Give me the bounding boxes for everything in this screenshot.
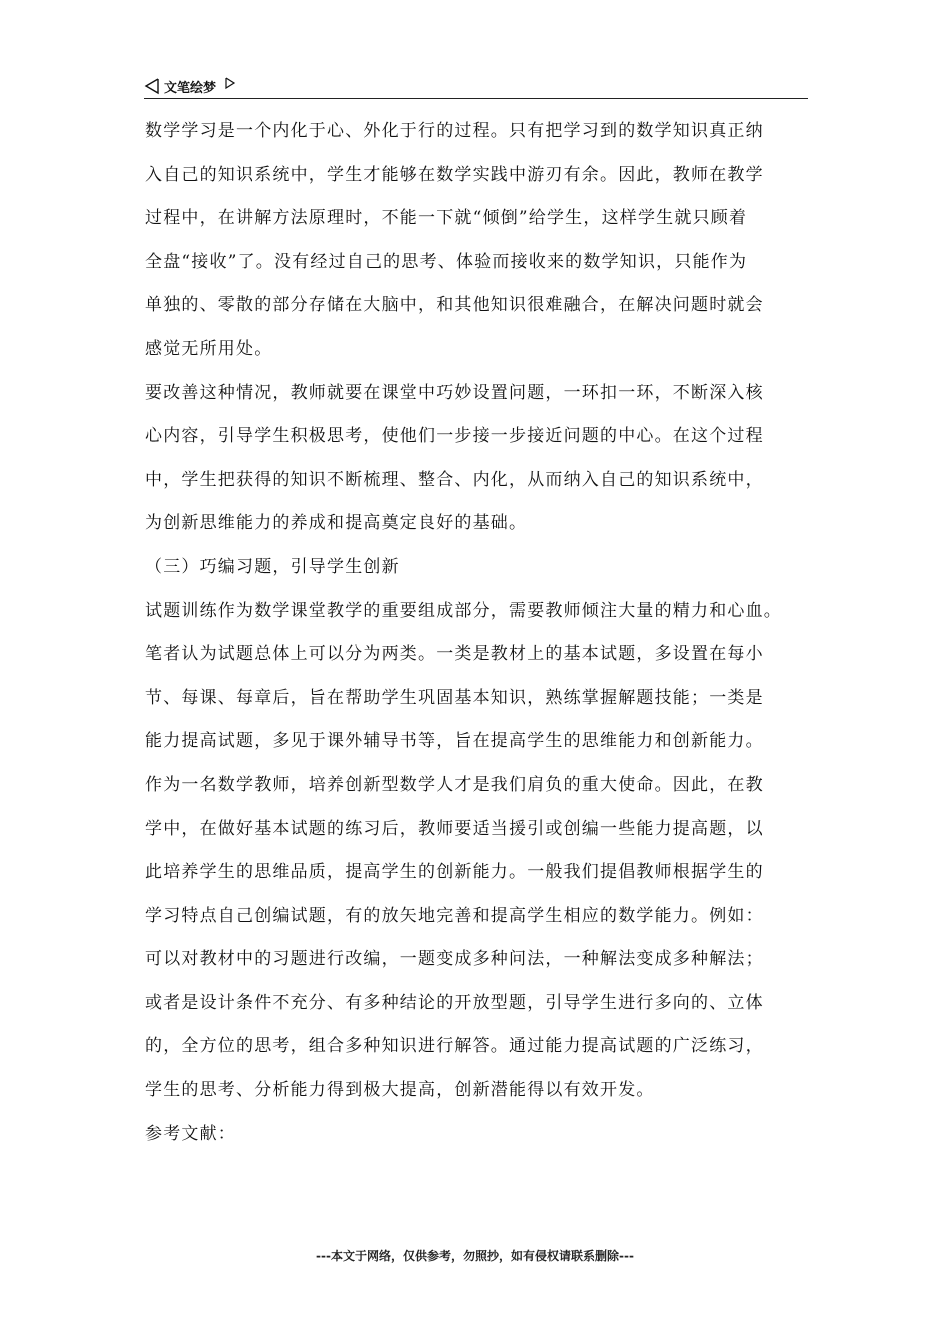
text-line: 可以对教材中的习题进行改编，一题变成多种问法，一种解法变成多种解法； — [145, 949, 764, 970]
text-line: 入自己的知识系统中，学生才能够在数学实践中游刃有余。因此，教师在教学 — [145, 164, 764, 185]
text-line: 学中，在做好基本试题的练习后，教师要适当援引或创编一些能力提高题，以 — [145, 818, 764, 839]
text-line: 过程中，在讲解方法原理时，不能一下就“倾倒”给学生，这样学生就只顾着 — [145, 208, 748, 229]
references-heading: 参考文献： — [145, 1123, 236, 1144]
footer-notice: ---本文于网络，仅供参考，勿照抄，如有侵权请联系删除--- — [316, 1249, 634, 1263]
text-line: 全盘“接收”了。没有经过自己的思考、体验而接收来的数学知识，只能作为 — [145, 251, 748, 272]
section-heading: （三）巧编习题，引导学生创新 — [145, 556, 400, 577]
text-line: 学生的思考、分析能力得到极大提高，创新潜能得以有效开发。 — [145, 1080, 655, 1101]
body-text — [145, 110, 815, 1156]
text-line: 笔者认为试题总体上可以分为两类。一类是教材上的基本试题，多设置在每小 — [145, 644, 764, 665]
text-line: 单独的、零散的部分存储在大脑中，和其他知识很难融合，在解决问题时就会 — [145, 295, 764, 316]
text-line: 的，全方位的思考，组合多种知识进行解答。通过能力提高试题的广泛练习， — [145, 1036, 764, 1057]
text-line: 数学学习是一个内化于心、外化于行的过程。只有把学习到的数学知识真正纳 — [145, 121, 764, 141]
text-line: 心内容，引导学生积极思考，使他们一步接一步接近问题的中心。在这个过程 — [145, 426, 764, 447]
text-line: 中，学生把获得的知识不断梳理、整合、内化，从而纳入自己的知识系统中， — [145, 469, 764, 490]
text-line: 节、每课、每章后，旨在帮助学生巩固基本知识，熟练掌握解题技能；一类是 — [145, 687, 764, 708]
text-line: 要改善这种情况，教师就要在课堂中巧妙设置问题，一环扣一环，不断深入核 — [145, 382, 764, 403]
text-line: 作为一名数学教师，培养创新型数学人才是我们肩负的重大使命。因此，在教 — [145, 774, 764, 795]
right-triangle-icon — [224, 76, 236, 90]
text-line: 能力提高试题，多见于课外辅导书等，旨在提高学生的思维能力和创新能力。 — [145, 731, 764, 752]
text-line: 或者是设计条件不充分、有多种结论的开放型题，引导学生进行多向的、立体 — [145, 992, 764, 1013]
text-line: 试题训练作为数学课堂教学的重要组成部分，需要教师倾注大量的精力和心血。 — [145, 600, 782, 621]
page-header — [144, 74, 808, 99]
text-line: 学习特点自己创编试题，有的放矢地完善和提高学生相应的数学能力。例如： — [145, 905, 764, 926]
left-triangle-icon — [144, 77, 160, 95]
header-brand: 文笔绘梦 — [164, 80, 217, 96]
text-line: 为创新思维能力的养成和提高奠定良好的基础。 — [145, 513, 528, 534]
text-line: 此培养学生的思维品质，提高学生的创新能力。一般我们提倡教师根据学生的 — [145, 862, 764, 883]
text-line: 感觉无所用处。 — [145, 338, 273, 359]
